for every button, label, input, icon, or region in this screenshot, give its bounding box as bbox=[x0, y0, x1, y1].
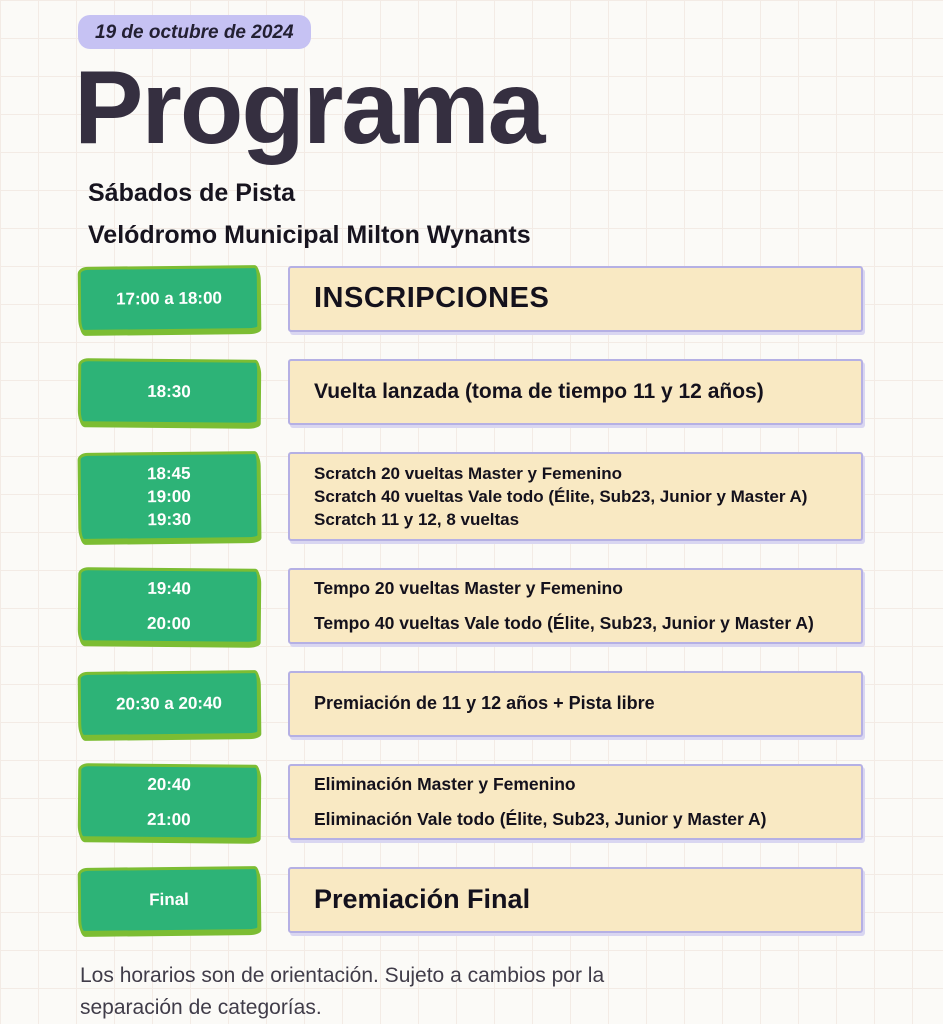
time-block bbox=[78, 670, 261, 738]
time-text: 20:40 bbox=[147, 774, 191, 795]
time-block bbox=[78, 265, 261, 333]
time-text: 18:45 bbox=[146, 463, 191, 484]
time-text: 20:00 bbox=[147, 613, 191, 633]
schedule-row-vuelta-lanzada bbox=[78, 359, 863, 425]
event-text: Scratch 40 vueltas Vale todo (Élite, Sub23, Junior y Master A) bbox=[314, 486, 808, 506]
page-title: Programa bbox=[74, 50, 544, 166]
schedule-row-eliminacion bbox=[78, 764, 863, 840]
schedule-row-premiacion-11-12 bbox=[78, 671, 863, 737]
schedule-row-scratch bbox=[78, 452, 863, 541]
event-box bbox=[288, 452, 863, 541]
event-text: Eliminación Master y Femenino bbox=[314, 773, 576, 794]
event-box bbox=[288, 266, 863, 332]
schedule-row-premiacion-final bbox=[78, 867, 863, 933]
time-block bbox=[78, 451, 261, 542]
event-box bbox=[288, 764, 863, 840]
time-block bbox=[78, 866, 261, 934]
time-block bbox=[78, 358, 261, 426]
event-text: Eliminación Vale todo (Élite, Sub23, Junior y Master A) bbox=[314, 808, 767, 829]
time-text: 19:30 bbox=[147, 509, 192, 530]
event-text: Tempo 20 vueltas Master y Femenino bbox=[314, 577, 623, 598]
subtitle-venue: Velódromo Municipal Milton Wynants bbox=[88, 221, 531, 250]
event-box bbox=[288, 568, 863, 644]
time-text: 20:30 a 20:40 bbox=[115, 693, 223, 714]
time-text: 19:00 bbox=[147, 486, 191, 507]
event-text: Scratch 20 vueltas Master y Femenino bbox=[314, 463, 623, 483]
time-text: 21:00 bbox=[147, 809, 191, 829]
time-text: 17:00 a 18:00 bbox=[115, 288, 223, 309]
subtitle-event-series: Sábados de Pista bbox=[88, 178, 296, 207]
time-block bbox=[78, 567, 261, 645]
event-box bbox=[288, 867, 863, 933]
event-text: INSCRIPCIONES bbox=[314, 282, 550, 315]
event-text: Premiación de 11 y 12 años + Pista libre bbox=[314, 693, 655, 714]
schedule bbox=[78, 266, 863, 933]
time-text: Final bbox=[149, 889, 189, 910]
time-text: 18:30 bbox=[147, 381, 191, 402]
event-text: Tempo 40 vueltas Vale todo (Élite, Sub23, Junior y Master A) bbox=[314, 612, 814, 633]
schedule-row-inscripciones bbox=[78, 266, 863, 332]
event-text: Premiación Final bbox=[314, 884, 531, 915]
time-block bbox=[78, 763, 261, 841]
event-box bbox=[288, 359, 863, 425]
schedule-row-tempo bbox=[78, 568, 863, 644]
event-text: Scratch 11 y 12, 8 vueltas bbox=[314, 509, 520, 529]
date-badge: 19 de octubre de 2024 bbox=[78, 15, 311, 49]
event-box bbox=[288, 671, 863, 737]
event-text: Vuelta lanzada (toma de tiempo 11 y 12 años) bbox=[314, 379, 764, 403]
footer-note: Los horarios son de orientación. Sujeto a cambios por la separación de categorías. bbox=[80, 963, 605, 1020]
time-text: 19:40 bbox=[147, 578, 191, 599]
